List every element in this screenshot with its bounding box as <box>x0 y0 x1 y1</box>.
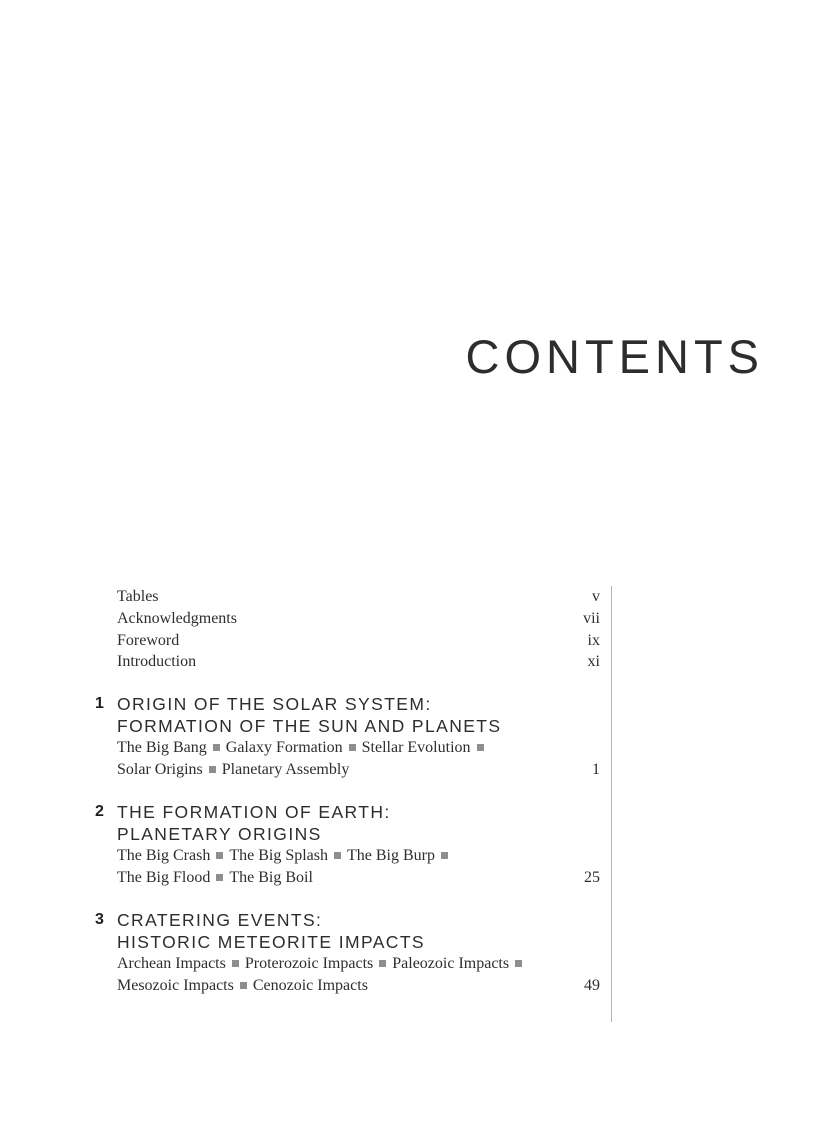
square-bullet-icon <box>334 852 341 859</box>
front-matter-label: Foreword <box>117 631 180 649</box>
front-matter-label: Acknowledgments <box>117 609 237 627</box>
chapter-title-line: PLANETARY ORIGINS <box>117 824 322 845</box>
chapter-page-number: 1 <box>592 761 600 779</box>
chapter-number: 2 <box>95 803 104 821</box>
page-title: CONTENTS <box>465 330 764 383</box>
front-matter-page-number: ix <box>587 631 600 649</box>
square-bullet-icon <box>209 766 216 773</box>
topic-label: The Big Boil <box>229 869 313 887</box>
topic-label: Planetary Assembly <box>221 761 350 779</box>
square-bullet-icon <box>232 960 239 967</box>
front-matter-label: Introduction <box>117 653 197 671</box>
square-bullet-icon <box>216 852 223 859</box>
vertical-rule <box>611 586 612 1022</box>
topic-label: Proterozoic Impacts <box>244 955 374 973</box>
chapter-page-number: 49 <box>584 977 600 995</box>
front-matter-list <box>117 586 600 673</box>
square-bullet-icon <box>240 982 247 989</box>
topic-label: Stellar Evolution <box>361 739 471 757</box>
topics-text <box>117 759 349 781</box>
topic-label: The Big Splash <box>229 847 328 865</box>
square-bullet-icon <box>213 744 220 751</box>
topic-label: Galaxy Formation <box>225 739 343 757</box>
chapter-title-line: FORMATION OF THE SUN AND PLANETS <box>117 716 502 737</box>
square-bullet-icon <box>349 744 356 751</box>
chapter-topics-line <box>117 737 600 759</box>
topic-label: Solar Origins <box>117 761 203 779</box>
chapter-title-line: HISTORIC METEORITE IMPACTS <box>117 932 425 953</box>
chapter-topics-line <box>117 759 600 781</box>
front-matter-page-number: v <box>592 588 600 605</box>
front-matter-row <box>117 608 600 630</box>
front-matter-page-number: xi <box>587 653 600 671</box>
topic-label: Cenozoic Impacts <box>252 977 368 995</box>
topic-label: The Big Flood <box>117 869 211 887</box>
chapter-list <box>95 693 600 997</box>
topic-label: The Big Crash <box>117 847 211 865</box>
chapter-title-line: CRATERING EVENTS: <box>117 910 323 931</box>
topics-text <box>117 867 313 889</box>
chapter-entry <box>95 801 600 889</box>
topic-label: Paleozoic Impacts <box>392 955 510 973</box>
chapter-entry <box>95 693 600 781</box>
front-matter-row <box>117 630 600 652</box>
chapter-page-number: 25 <box>584 869 600 887</box>
chapter-title-line: THE FORMATION OF EARTH: <box>117 802 391 823</box>
topic-label: The Big Bang <box>117 739 207 757</box>
topic-label: Archean Impacts <box>117 955 226 973</box>
chapter-entry <box>95 909 600 997</box>
square-bullet-icon <box>441 852 448 859</box>
topics-text <box>117 955 528 972</box>
square-bullet-icon <box>477 744 484 751</box>
chapter-number: 3 <box>95 911 104 929</box>
chapter-number: 1 <box>95 695 104 713</box>
square-bullet-icon <box>379 960 386 967</box>
chapter-title-line: ORIGIN OF THE SOLAR SYSTEM: <box>117 694 432 715</box>
front-matter-label: Tables <box>117 588 159 605</box>
chapter-topics-line <box>117 867 600 889</box>
chapter-topics-line <box>117 845 600 867</box>
table-of-contents <box>95 586 600 997</box>
chapter-topics-line <box>117 975 600 997</box>
front-matter-row <box>117 651 600 673</box>
square-bullet-icon <box>515 960 522 967</box>
topics-text <box>117 975 368 997</box>
topic-label: The Big Burp <box>347 847 435 865</box>
front-matter-page-number: vii <box>583 609 600 627</box>
square-bullet-icon <box>216 874 223 881</box>
chapter-topics-line <box>117 953 600 975</box>
topics-text <box>117 847 454 864</box>
topic-label: Mesozoic Impacts <box>117 977 234 995</box>
front-matter-row <box>117 586 600 608</box>
topics-text <box>117 739 490 756</box>
